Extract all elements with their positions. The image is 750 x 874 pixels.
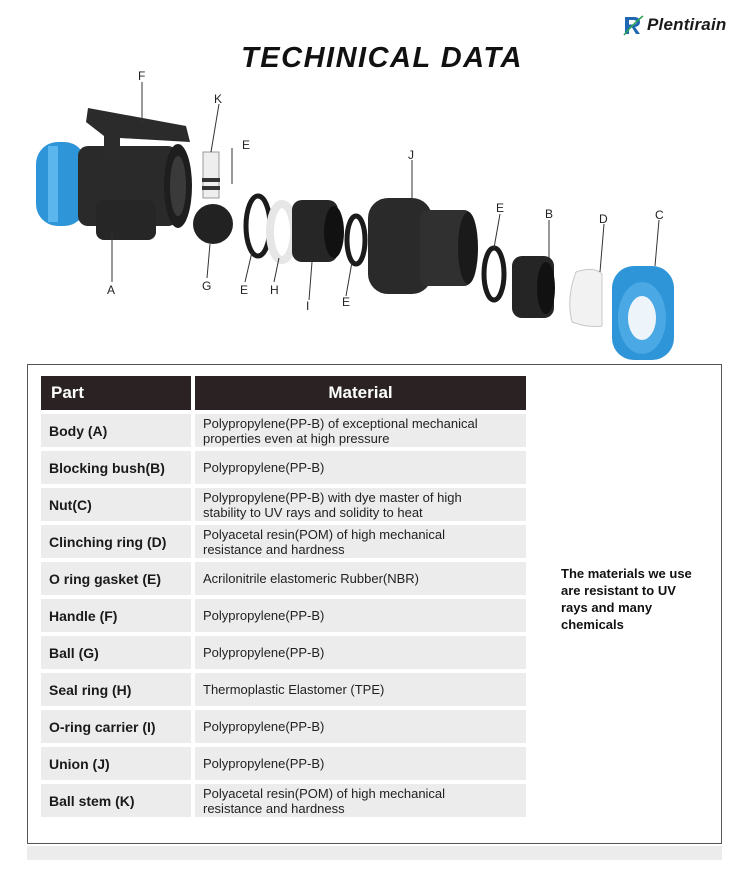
bottom-band <box>27 846 722 860</box>
table-row <box>41 451 526 484</box>
label-k: K <box>214 92 223 106</box>
part-name: Ball stem (K) <box>41 784 191 817</box>
exploded-diagram <box>0 60 750 360</box>
nut-c-illustration <box>612 266 674 360</box>
material-description: Polyacetal resin(POM) of high mechanical resistance and hardness <box>195 525 526 558</box>
table-row <box>41 599 526 632</box>
part-name: Body (A) <box>41 414 191 447</box>
label-f: F <box>138 69 146 83</box>
table-row <box>41 525 526 558</box>
material-description: Polypropylene(PP-B) of exceptional mechanical properties even at high pressure <box>195 414 526 447</box>
material-description: Polypropylene(PP-B) <box>195 710 526 743</box>
page-title: TECHINICAL DATA <box>241 42 523 74</box>
table-row <box>41 636 526 669</box>
label-i: I <box>306 299 310 313</box>
part-name: O-ring carrier (I) <box>41 710 191 743</box>
label-a: A <box>107 283 116 297</box>
label-e-4: E <box>342 295 351 309</box>
material-description: Polypropylene(PP-B) <box>195 636 526 669</box>
label-h: H <box>270 283 279 297</box>
o-ring-carrier-i-illustration <box>292 200 344 262</box>
table-row <box>41 784 526 817</box>
spec-panel <box>27 364 722 844</box>
label-d: D <box>599 212 608 226</box>
part-name: Nut(C) <box>41 488 191 521</box>
part-name: Handle (F) <box>41 599 191 632</box>
material-description: Acrilonitrile elastomeric Rubber(NBR) <box>195 562 526 595</box>
o-ring-e-illustration-3 <box>484 248 504 300</box>
plentirain-logo-icon <box>622 14 644 36</box>
table-row <box>41 710 526 743</box>
material-description: Thermoplastic Elastomer (TPE) <box>195 673 526 706</box>
part-name: Seal ring (H) <box>41 673 191 706</box>
table-row <box>41 673 526 706</box>
label-b: B <box>545 207 554 221</box>
brand-name: Plentirain <box>647 15 727 34</box>
union-j-illustration <box>368 198 478 294</box>
seal-ring-h-illustration <box>270 204 294 260</box>
table-row <box>41 747 526 780</box>
part-name: Union (J) <box>41 747 191 780</box>
label-g: G <box>202 279 212 293</box>
part-name: O ring gasket (E) <box>41 562 191 595</box>
table-row <box>41 414 526 447</box>
material-description: Polypropylene(PP-B) <box>195 599 526 632</box>
label-e-2: E <box>496 201 505 215</box>
part-column-header: Part <box>41 376 191 410</box>
ball-stem-k-illustration <box>202 152 220 198</box>
material-description: Polyacetal resin(POM) of high mechanical resistance and hardness <box>195 784 526 817</box>
material-column-header: Material <box>195 376 526 410</box>
brand-logo <box>622 12 748 38</box>
table-header-row <box>41 376 526 410</box>
label-e-1: E <box>242 138 251 152</box>
clinching-ring-d-illustration <box>570 269 602 326</box>
part-name: Blocking bush(B) <box>41 451 191 484</box>
o-ring-e-illustration-2 <box>347 216 365 264</box>
table-row <box>41 488 526 521</box>
material-description: Polypropylene(PP-B) <box>195 747 526 780</box>
material-table <box>37 372 530 821</box>
label-c: C <box>655 208 664 222</box>
label-j: J <box>408 148 414 162</box>
part-name: Clinching ring (D) <box>41 525 191 558</box>
label-e-3: E <box>240 283 249 297</box>
ball-g-illustration <box>193 204 233 244</box>
table-row <box>41 562 526 595</box>
part-name: Ball (G) <box>41 636 191 669</box>
material-description: Polypropylene(PP-B) <box>195 451 526 484</box>
materials-note: The materials we use are resistant to UV rays and many chemicals <box>561 566 692 632</box>
blocking-bush-b-illustration <box>512 256 555 318</box>
material-description: Polypropylene(PP-B) with dye master of high stability to UV rays and solidity to heat <box>195 488 526 521</box>
